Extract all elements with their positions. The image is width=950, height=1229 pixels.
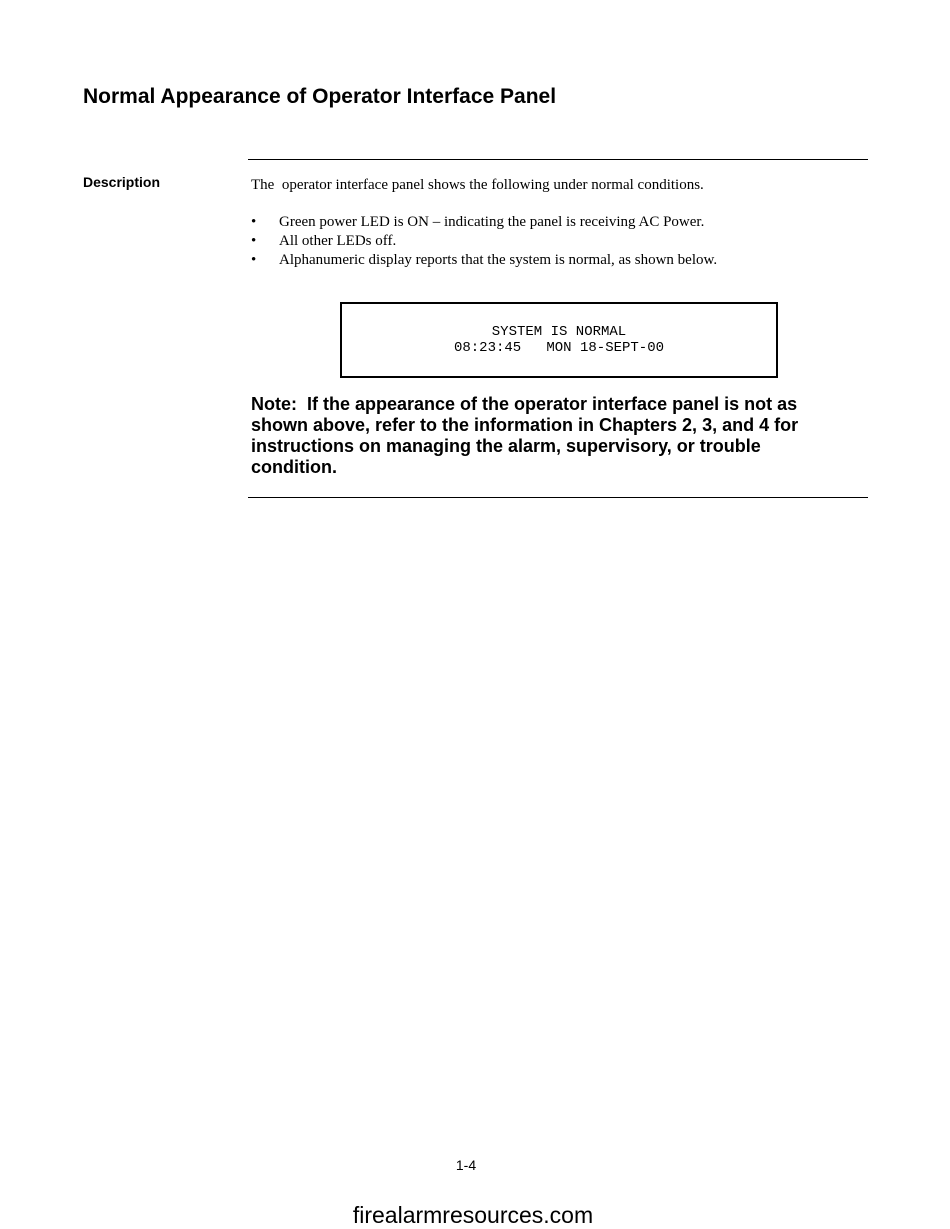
section-label-description: Description [83,174,161,190]
top-divider [248,159,868,160]
bottom-divider [248,497,868,498]
list-item [251,232,861,251]
watermark: firealarmresources.com [352,1202,594,1228]
conditions-list [251,213,861,270]
bullet-icon: • [251,233,257,249]
page-title: Normal Appearance of Operator Interface Panel [83,85,557,108]
alphanumeric-display-box [340,302,778,378]
note-text: Note: If the appearance of the operator interface panel is not as shown above, refer to the information in Chapters 2, 3, and 4 for instructions on managing the alarm, supervisory, or trouble condition. [251,394,804,477]
intro-text: The operator interface panel shows the following under normal conditions. [251,177,704,193]
list-item-text: Green power LED is ON – indicating the panel is receiving AC Power. [279,214,705,230]
list-item [251,213,861,232]
page-number: 1-4 [455,1157,477,1173]
bullet-icon: • [251,214,257,230]
list-item-text: Alphanumeric display reports that the system is normal, as shown below. [279,252,718,268]
list-item-text: All other LEDs off. [279,233,397,249]
bullet-icon: • [251,252,257,268]
display-line-status: SYSTEM IS NORMAL [491,324,627,340]
list-item [251,251,861,270]
display-line-datetime: 08:23:45 MON 18-SEPT-00 [453,340,665,356]
